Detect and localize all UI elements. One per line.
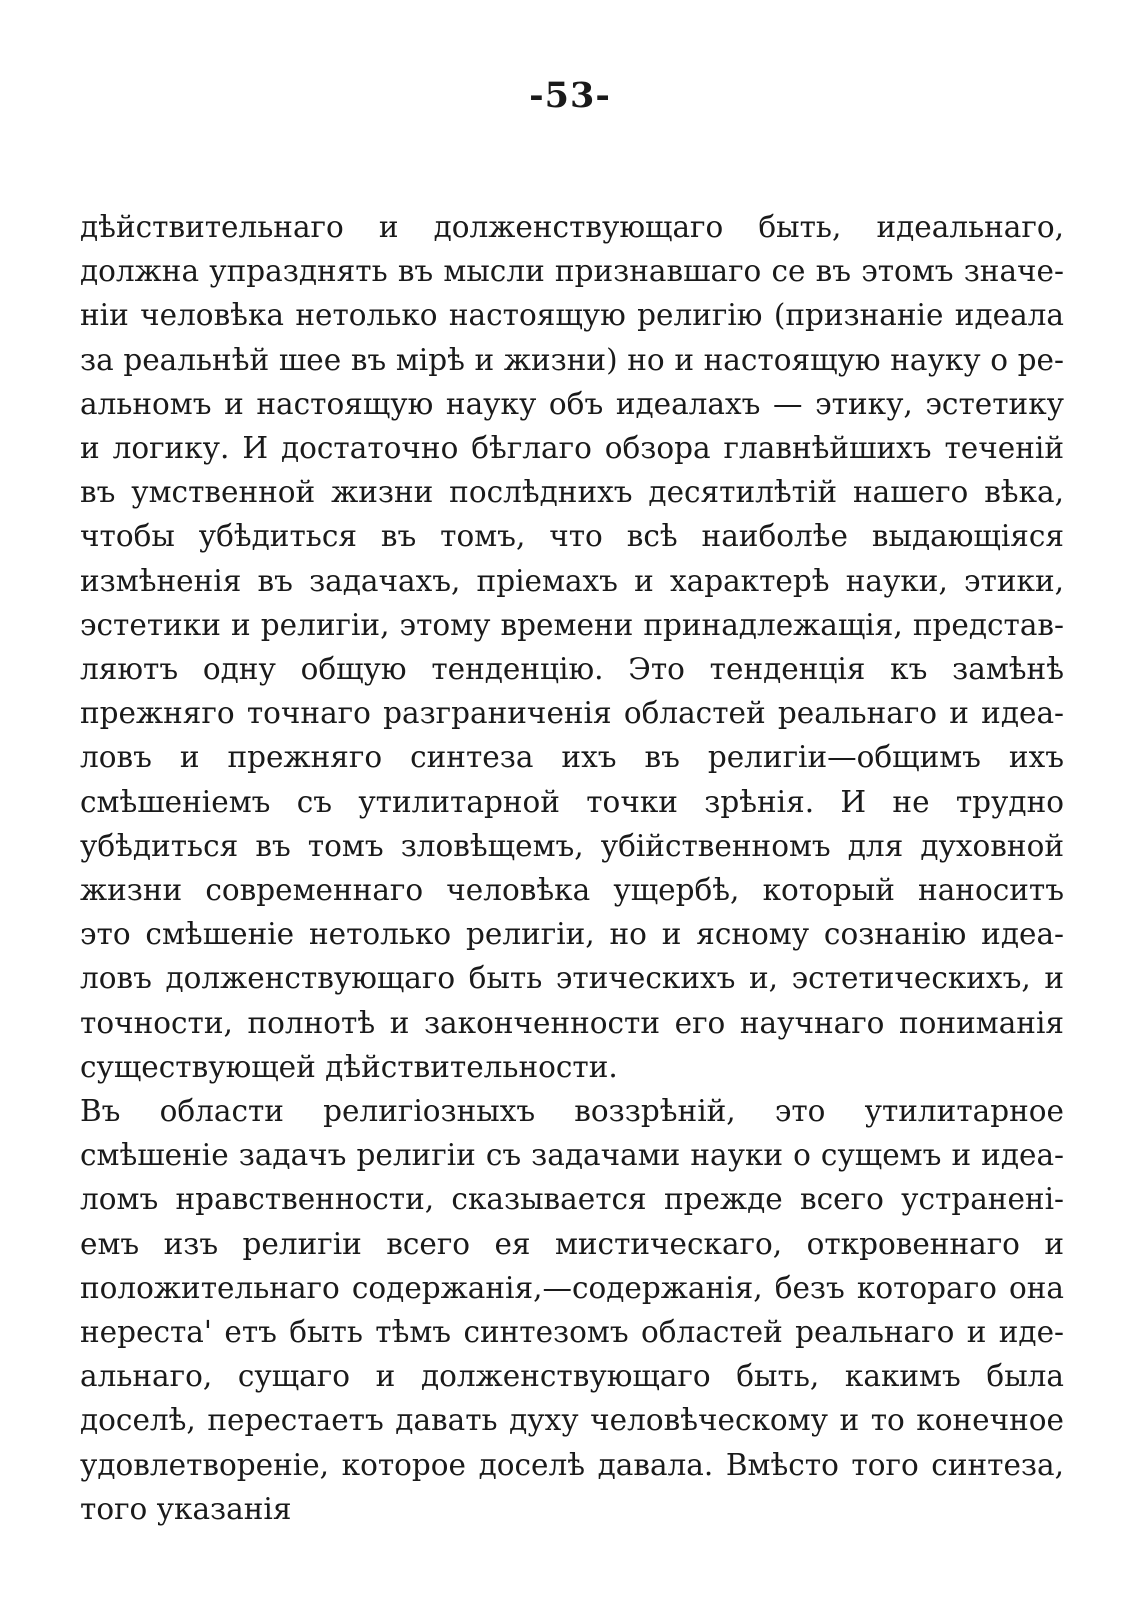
text-line: доселѣ, перестаетъ давать духу человѣческому и то конечное	[80, 1403, 1064, 1438]
text-line: и логику. И достаточно бѣглаго обзора главнѣйшихъ теченiй	[80, 431, 1064, 466]
paragraph-1	[80, 205, 1064, 1089]
text-line: эстетики и религiи, этому времени принадлежащiя, представ-	[80, 607, 1064, 642]
text-line: нереста' етъ быть тѣмъ синтезомъ областей реальнаго и иде-	[80, 1315, 1064, 1350]
text-line: смѣшенiемъ съ утилитарной точки зрѣнiя. И не трудно	[80, 784, 1064, 819]
text-line: альнаго, сущаго и долженствующаго быть, какимъ была	[80, 1359, 1064, 1394]
text-line: это смѣшенiе нетолько религiи, но и ясному сознанiю идеа-	[80, 917, 1064, 952]
page-number: -53-	[529, 75, 611, 116]
text-line: Въ области религiозныхъ воззрѣнiй, это утилитарное	[80, 1094, 1064, 1129]
text-line: должна упразднять въ мысли признавшаго се въ этомъ значе-	[80, 254, 1064, 289]
text-line: измѣненiя въ задачахъ, прiемахъ и характерѣ науки, этики,	[80, 563, 1064, 598]
text-line: ломъ нравственности, сказывается прежде всего устраненi-	[80, 1182, 1064, 1217]
text-line: дѣйствительнаго и долженствующаго быть, идеальнаго,	[80, 210, 1064, 244]
text-line: точности, полнотѣ и законченности его научнаго пониманiя	[80, 1005, 1064, 1040]
text-line: чтобы убѣдиться въ томъ, что всѣ наиболѣе выдающiяся	[80, 519, 1064, 554]
text-line: убѣдиться въ томъ зловѣщемъ, убiйственномъ для духовной	[80, 828, 1064, 863]
text-line: жизни современнаго человѣка ущербѣ, который наноситъ	[80, 873, 1064, 908]
body-text	[80, 205, 1064, 1531]
text-line: за реальнѣй шее въ мiрѣ и жизни) но и настоящую науку о ре-	[80, 342, 1064, 377]
text-line: ляютъ одну общую тенденцiю. Это тенденцiя къ замѣнѣ	[80, 652, 1064, 687]
text-line: удовлетворенiе, которое доселѣ давала. Вмѣсто того синтеза,	[80, 1447, 1064, 1482]
text-line: емъ изъ религiи всего ея мистическаго, откровеннаго и	[80, 1226, 1064, 1261]
text-line: того указанiя	[80, 1491, 292, 1526]
text-line: прежняго точнаго разграниченiя областей реальнаго и идеа-	[80, 696, 1064, 731]
text-line: ловъ долженствующаго быть этическихъ и, эстетическихъ, и	[80, 961, 1064, 996]
paragraph-2	[80, 1089, 1064, 1531]
text-line: смѣшенiе задачъ религiи съ задачами науки о сущемъ и идеа-	[80, 1138, 1064, 1173]
text-line: ловъ и прежняго синтеза ихъ въ религiи—общимъ ихъ	[80, 740, 1064, 775]
text-line: въ умственной жизни послѣднихъ десятилѣтiй нашего вѣка,	[80, 475, 1064, 510]
text-line: нiи человѣка нетолько настоящую религiю (признанiе идеала	[80, 298, 1064, 333]
text-line: альномъ и настоящую науку объ идеалахъ — этику, эстетику	[80, 386, 1064, 421]
text-line: существующей дѣйствительности.	[80, 1049, 618, 1084]
text-line: положительнаго содержанiя,—содержанiя, безъ котораго она	[80, 1270, 1064, 1305]
